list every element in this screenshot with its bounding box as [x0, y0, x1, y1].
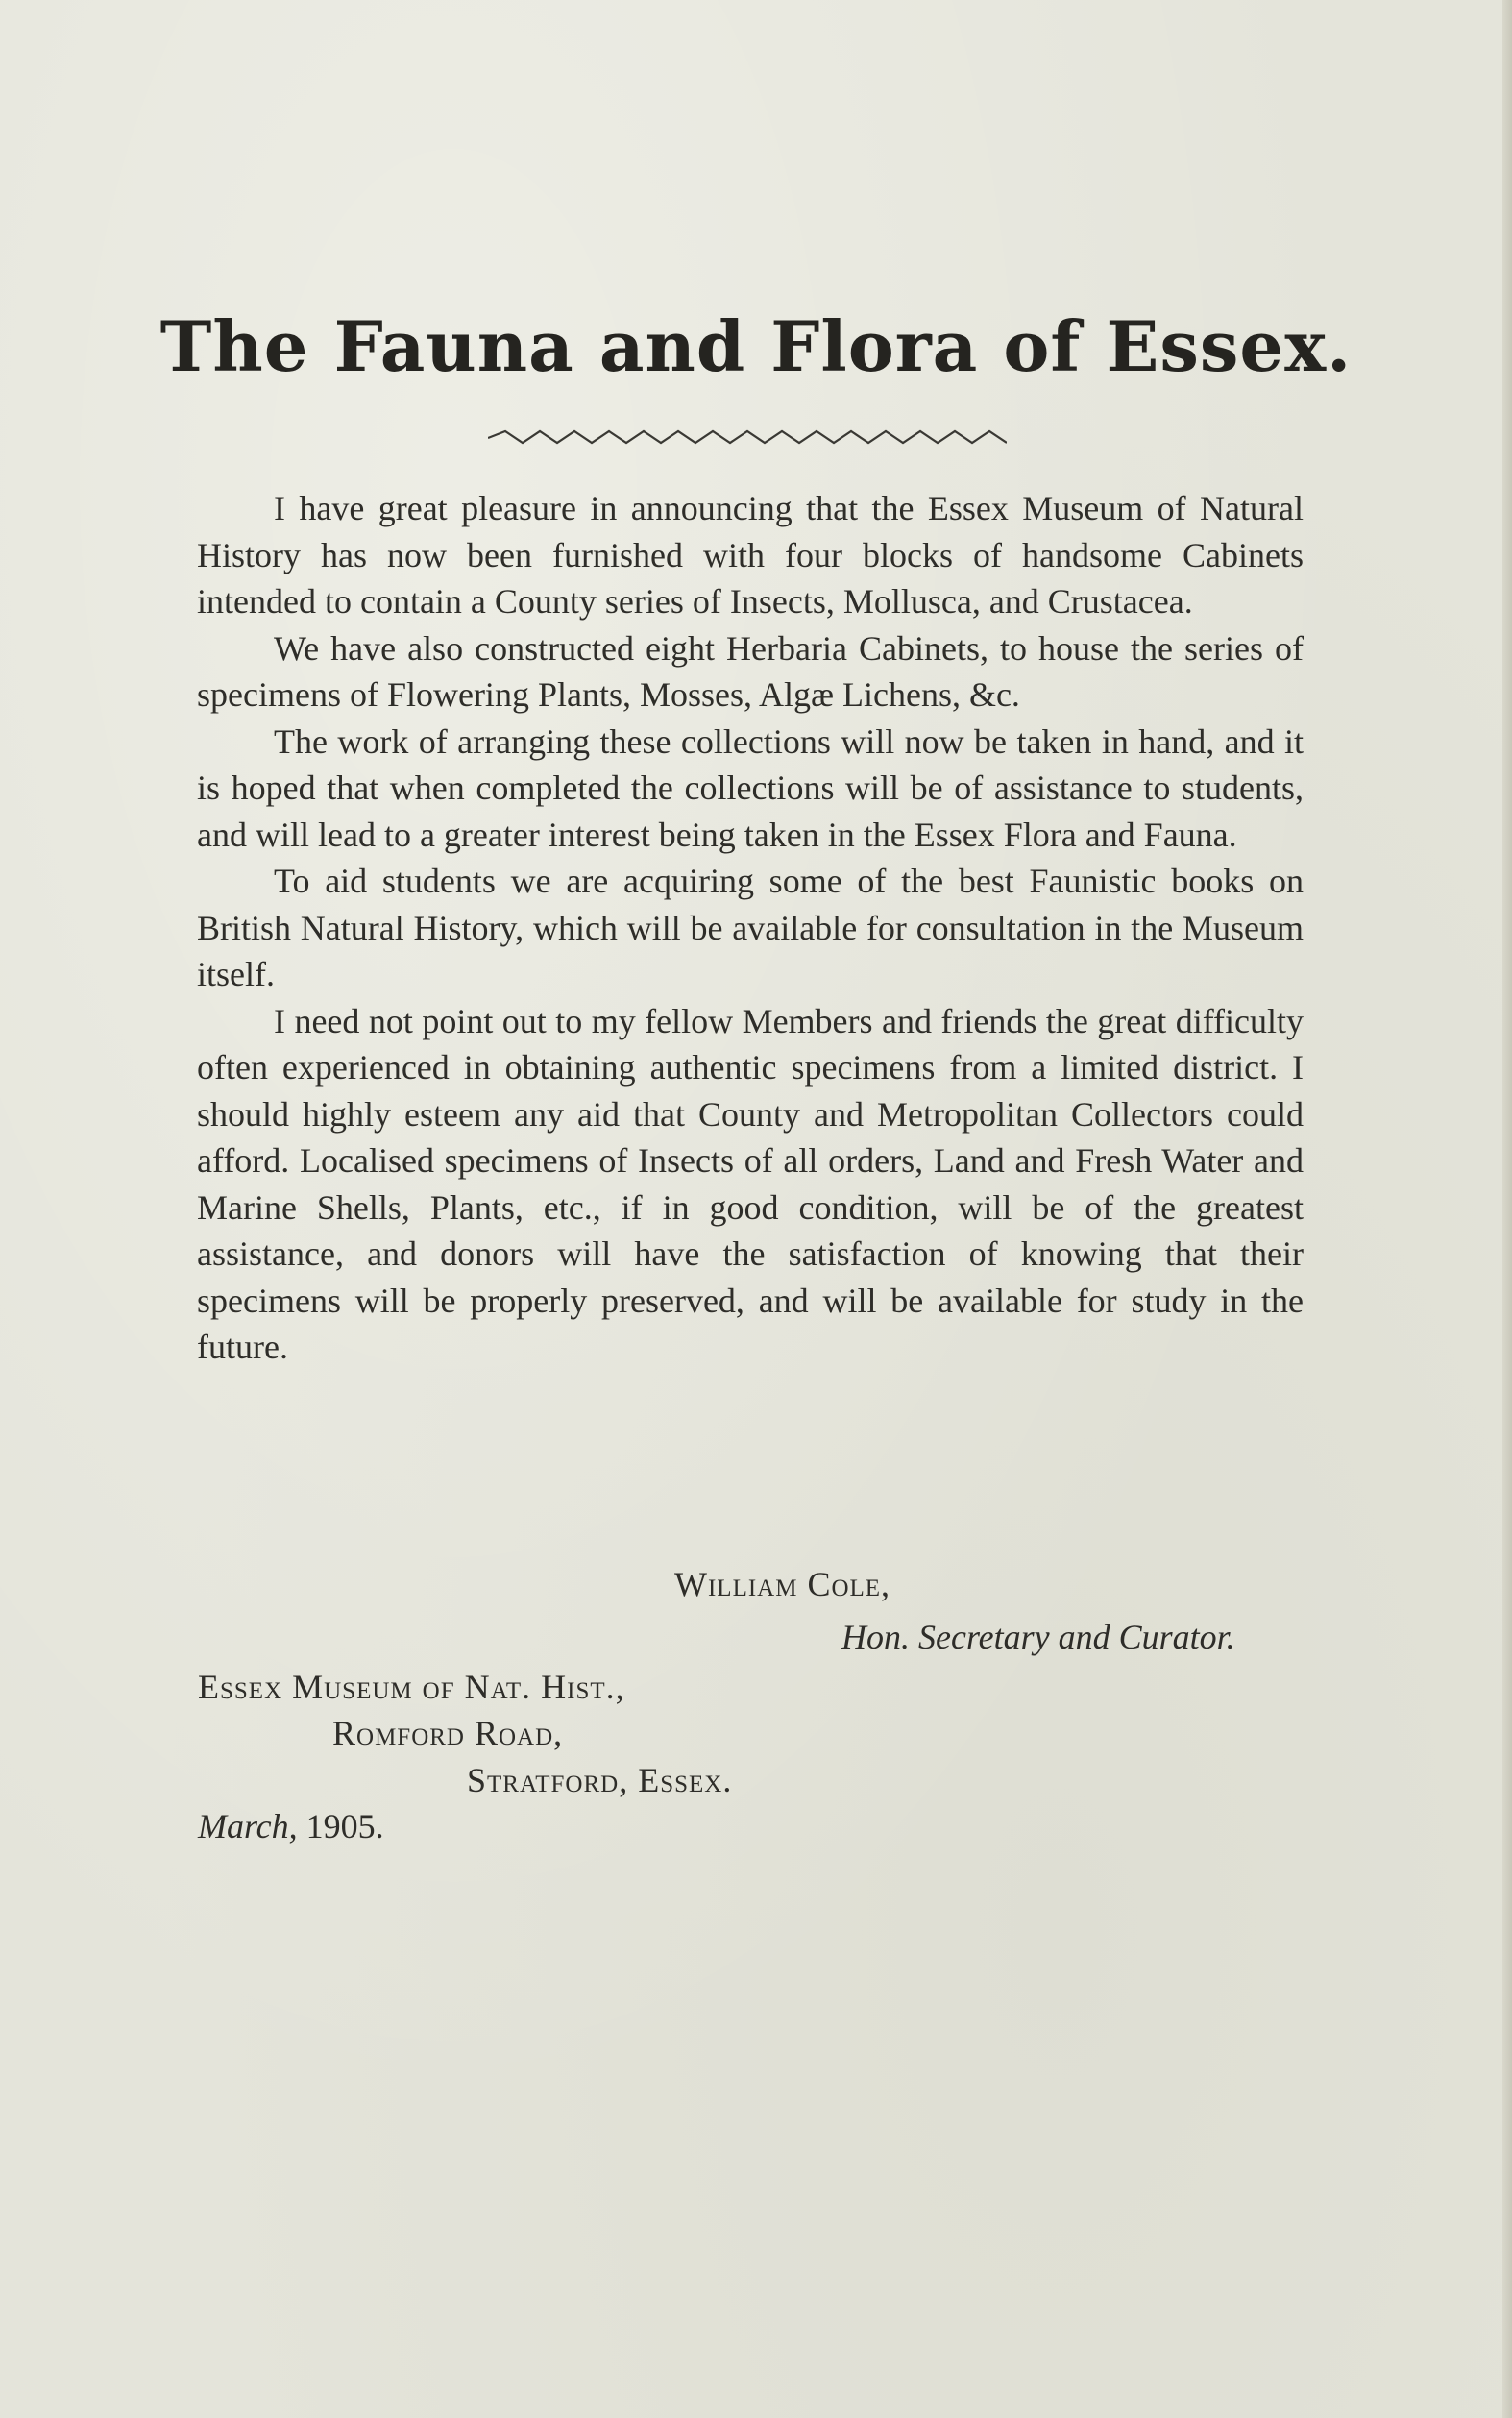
address-line: Essex Museum of Nat. Hist., — [198, 1668, 625, 1706]
signature-title: Hon. Secretary and Curator. — [841, 1618, 1235, 1656]
wavy-rule-ornament — [488, 427, 1007, 449]
address-line: Romford Road, — [332, 1714, 564, 1752]
address-line: Stratford, Essex. — [467, 1761, 733, 1799]
paragraph: I need not point out to my fellow Members and friends the great difficulty often experienced in obtaining authentic specimens from a limited district. I should highly esteem any aid that County and Metropolitan Collectors could afford. Localised specimens of Insects of all orders, Land and Fresh Water and Marine Shells, Plants, etc., if in good condition, will be of the greatest assistance, and donors will have the satisfaction of knowing that their specimens will be properly preserved, and will be available for study in the future. — [197, 1001, 1304, 1366]
date-year: 1905. — [305, 1807, 384, 1845]
signature-name: William Cole, — [674, 1565, 891, 1603]
date-month: March, — [198, 1807, 298, 1845]
page-title: The Fauna and Flora of Essex. — [159, 305, 1353, 387]
date-line — [198, 1806, 384, 1846]
paragraph: We have also constructed eight Herbaria Cabinets, to house the series of specimens of Flowering Plants, Mosses, Algæ Lichens, &c. — [197, 628, 1304, 714]
paragraph: I have great pleasure in announcing that the Essex Museum of Natural History has now been furnished with four blocks of handsome Cabinets intended to contain a County series of Insects, Mollusca, and Crustacea. — [197, 489, 1304, 621]
body-text — [197, 485, 1304, 1371]
paragraph: To aid students we are acquiring some of the best Faunistic books on British Natural History, which will be available for consultation in the Museum itself. — [197, 862, 1304, 993]
paragraph: The work of arranging these collections will now be taken in hand, and it is hoped that when completed the collections will be of assistance to students, and will lead to a greater interest being taken in the Essex Flora and Fauna. — [197, 721, 1304, 854]
